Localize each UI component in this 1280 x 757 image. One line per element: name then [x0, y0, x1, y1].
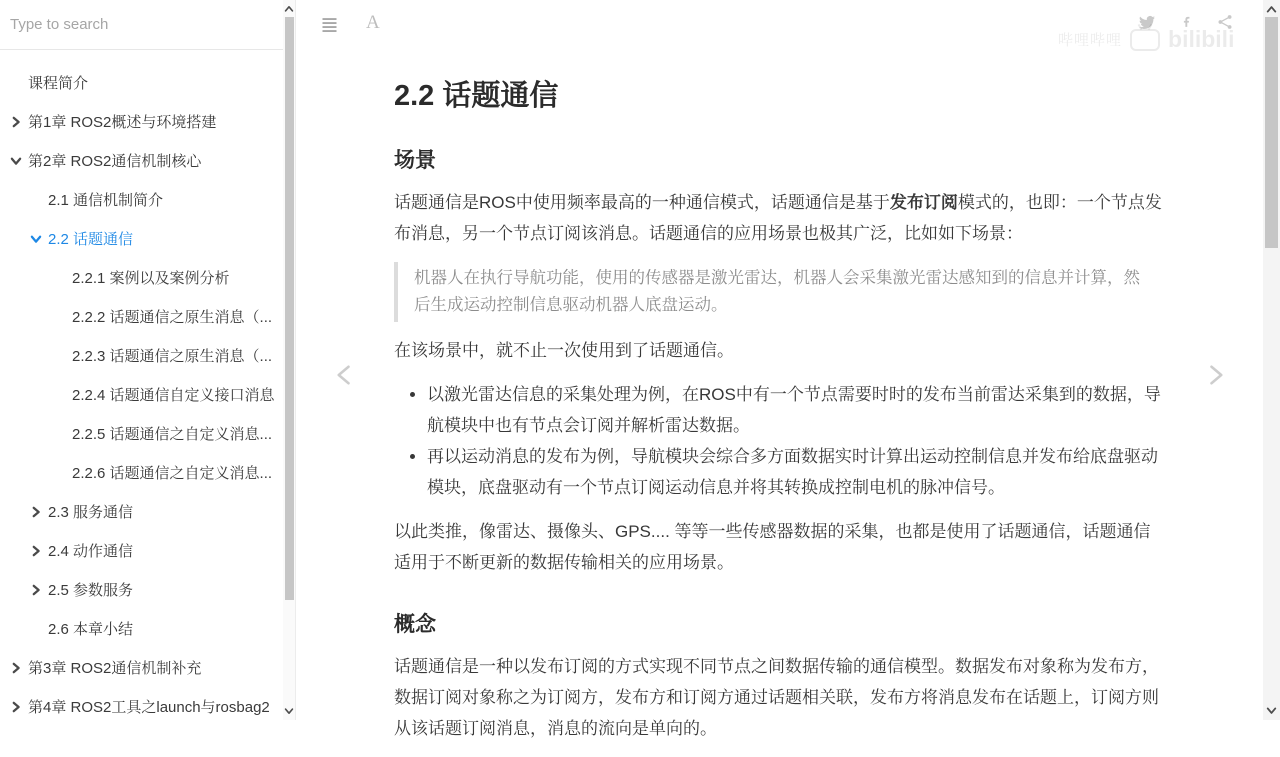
sidebar-item-label: 2.3 服务通信	[48, 504, 134, 521]
sidebar-item[interactable]	[0, 336, 283, 375]
page-content	[394, 78, 1164, 757]
sidebar-item[interactable]	[0, 648, 283, 687]
sidebar-item-label: 2.1 通信机制简介	[48, 192, 164, 209]
text-run: 在该场景中，就不止一次使用到了话题通信。	[394, 341, 734, 360]
prev-page-button[interactable]	[332, 357, 356, 393]
sidebar-item-label: 2.2.3 话题通信之原生消息（...	[72, 348, 273, 365]
chevron-right-icon[interactable]	[9, 115, 23, 129]
sidebar-item-label: 第3章 ROS2通信机制补充	[28, 660, 202, 677]
sidebar-item[interactable]	[0, 687, 283, 726]
sidebar-item[interactable]	[0, 414, 283, 453]
text-run: 话题通信是一种以发布订阅的方式实现不同节点之间数据传输的通信模型。数据发布对象称为发布方，数据订阅对象称之为订阅方，发布方和订阅方通过话题相关联，发布方将消息发布在话题上，订阅方则从该话题订阅消息，消息的流向是单向的。	[394, 657, 1159, 738]
chevron-right-icon[interactable]	[29, 505, 43, 519]
sidebar-item[interactable]	[0, 297, 283, 336]
text-run: 话题通信是ROS中使用频率最高的一种通信模式，话题通信是基于	[394, 193, 890, 212]
twitter-icon[interactable]	[1138, 14, 1156, 35]
sidebar-item-label: 2.2.4 话题通信自定义接口消息	[72, 387, 275, 404]
sidebar-item[interactable]	[0, 180, 283, 219]
sidebar-item-label: 2.2.2 话题通信之原生消息（...	[72, 309, 273, 326]
chevron-down-icon[interactable]	[9, 154, 23, 168]
chevron-up-icon[interactable]	[1263, 4, 1280, 15]
sidebar-item[interactable]	[0, 63, 283, 102]
bullet-list	[394, 379, 1164, 503]
list-item: • 以激光雷达信息的采集处理为例，在ROS中有一个节点需要时时的发布当前雷达采集到的数据，导航模块中也有节点会订阅并解析雷达数据。	[427, 379, 1164, 441]
chevron-right-icon[interactable]	[9, 700, 23, 714]
sidebar-item-label: 2.2.6 话题通信之自定义消息...	[72, 465, 273, 482]
sidebar-item-label: 第2章 ROS2通信机制核心	[28, 153, 202, 170]
sidebar-item[interactable]	[0, 141, 283, 180]
bold-text: 发布订阅	[889, 193, 958, 212]
sidebar-item[interactable]	[0, 570, 283, 609]
blockquote-text: 机器人在执行导航功能，使用的传感器是激光雷达，机器人会采集激光雷达感知到的信息并计算，然后生成运动控制信息驱动机器人底盘运动。	[414, 269, 1140, 314]
sidebar-item-label: 2.2.5 话题通信之自定义消息...	[72, 426, 273, 443]
main-scrollbar-thumb[interactable]	[1265, 17, 1278, 248]
chevron-right-icon[interactable]	[29, 544, 43, 558]
search-input[interactable]	[10, 16, 273, 33]
sidebar-item-label: 2.5 参数服务	[48, 582, 134, 599]
chevron-down-icon[interactable]	[1263, 705, 1280, 716]
content-blocks	[394, 148, 1164, 744]
sidebar-scrollbar-thumb[interactable]	[285, 17, 294, 600]
section-heading: 概念	[394, 613, 436, 636]
paragraph	[394, 516, 1164, 578]
sidebar-item-label: 2.4 动作通信	[48, 543, 134, 560]
sidebar-item[interactable]	[0, 531, 283, 570]
sidebar-item-label: 第1章 ROS2概述与环境搭建	[28, 114, 217, 131]
sidebar-item[interactable]	[0, 492, 283, 531]
list-item: • 再以运动消息的发布为例，导航模块会综合多方面数据实时计算出运动控制信息并发布给底盘驱动模块，底盘驱动有一个节点订阅运动信息并将其转换成控制电机的脉冲信号。	[427, 441, 1164, 503]
facebook-icon[interactable]	[1181, 14, 1192, 35]
chevron-up-icon[interactable]	[283, 4, 295, 14]
watermark-en-text: bilibili	[1168, 26, 1235, 52]
sidebar-item-label: 课程简介	[28, 75, 89, 92]
sidebar-item[interactable]	[0, 453, 283, 492]
blockquote	[394, 262, 1164, 322]
sidebar	[0, 0, 283, 720]
sidebar-item[interactable]	[0, 609, 283, 648]
sidebar-item-label: 2.6 本章小结	[48, 621, 134, 638]
share-buttons	[1138, 14, 1233, 35]
text-run: 模式的，也即：一个节点发布消息，另一个节点订阅该消息。话题通信的应用场景也极其广泛，比如如下场景：	[394, 193, 1162, 243]
font-settings-icon[interactable]: A	[366, 12, 380, 33]
chevron-down-icon[interactable]	[29, 232, 43, 246]
chevron-down-icon[interactable]	[283, 706, 295, 716]
next-page-button[interactable]	[1204, 357, 1228, 393]
sidebar-item[interactable]	[0, 375, 283, 414]
chevron-right-icon[interactable]	[9, 661, 23, 675]
search-box	[0, 0, 283, 50]
text-run: 以此类推，像雷达、摄像头、GPS.... 等等一些传感器数据的采集，也都是使用了话题通信，话题通信适用于不断更新的数据传输相关的应用场景。	[394, 522, 1151, 572]
share-icon[interactable]	[1217, 14, 1233, 35]
chevron-right-icon[interactable]	[29, 583, 43, 597]
sidebar-scrollbar[interactable]	[283, 0, 296, 720]
sidebar-item[interactable]	[0, 219, 283, 258]
paragraph	[394, 335, 1164, 366]
sidebar-item-label: 第4章 ROS2工具之launch与rosbag2	[28, 699, 270, 716]
page-title: 2.2 话题通信	[394, 80, 559, 112]
sidebar-item[interactable]	[0, 258, 283, 297]
sidebar-nav	[0, 50, 283, 726]
sidebar-item-label: 2.2.1 案例以及案例分析	[72, 270, 230, 287]
section-heading: 场景	[394, 149, 436, 172]
menu-icon[interactable]	[321, 17, 338, 38]
paragraph	[394, 651, 1164, 744]
main-scrollbar[interactable]	[1263, 0, 1280, 720]
paragraph	[394, 187, 1164, 249]
sidebar-item[interactable]	[0, 102, 283, 141]
watermark-cn-text: 哔哩哔哩	[1058, 32, 1123, 49]
sidebar-item-label: 2.2 话题通信	[48, 231, 134, 248]
